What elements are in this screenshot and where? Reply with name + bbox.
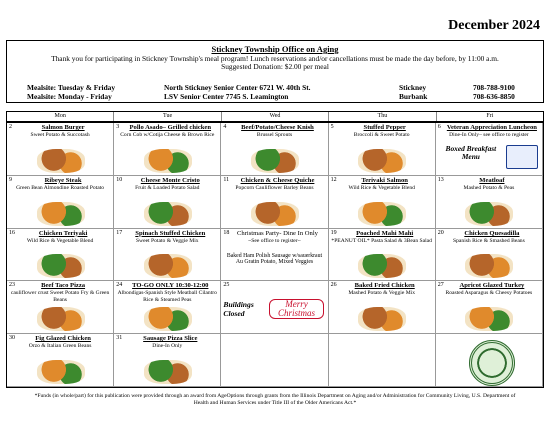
meal-title: Spinach Stuffed Chicken [135,229,206,237]
meal-sides: Mashed Potato & Peas [463,184,515,191]
meal-photo [144,202,192,226]
meal-sides: Sweet Potato & Succotash [30,132,90,138]
day-number: 18 [223,229,230,236]
day-cell [329,334,436,387]
breakfast-menu-icon [506,145,538,169]
meal-photo [37,202,85,226]
meal-title: Terivaki Salmon [361,176,408,184]
meal-photo [144,360,192,384]
site1-address: North Stickney Senior Center 6721 W. 40th St. [164,83,311,92]
day-number: 17 [116,229,123,236]
meal-photo [144,149,192,173]
meal-sides: Sweet Potato & Veggie Mix [135,237,199,244]
site2-phone: 708-636-8850 [473,92,515,101]
meal-sides: Broccoli & Sweet Potato [353,132,410,138]
meal-sides: Dine-In Only– see office to register [449,132,529,138]
meal-photo [144,254,192,278]
day-number: 24 [116,282,123,289]
weekday-header [6,111,544,122]
day-cell [114,123,221,176]
meal-title: Christmas Party- Dine In Only [237,229,318,237]
meal-photo [144,307,192,331]
meal-photo [251,149,299,173]
meal-title: Pollo Asado– Grilled chicken [129,124,212,131]
meal-sides: Fruit & Loaded Potato Salad [135,184,200,191]
meal-sides: ~See office to register~ [248,237,301,244]
meal-sides: Roasted Asparagus & Cheesy Potatoes [445,290,533,297]
meal-photo [358,202,406,226]
day-cell [114,176,221,229]
meal-photo [37,254,85,278]
day-cell [7,229,114,282]
day-number: 13 [437,176,444,183]
day-header: Wed [222,112,329,121]
meal-sides: Albondigas-Spanish Style Meatball Cilantro Rice & Steamed Peas [117,290,217,303]
meal-title: Cheese Monte Cristo [140,176,200,184]
menu-calendar [6,122,544,388]
day-number: 23 [9,282,15,289]
meal-sides: Brussel Sprouts [256,132,293,138]
meal-title: Chicken & Cheese Quiche [240,176,315,184]
meal-sides: Mashed Potato & Veggie Mix [348,290,416,297]
site1-town: Stickney [399,83,427,92]
meal-photo [358,307,406,331]
meal-extra: Baked Ham Polish Sausage w/sauerkraut Au Gratin Potato, Mixed Veggies [226,252,323,265]
day-number: 3 [116,124,120,130]
day-cell [114,229,221,282]
day-cell [436,334,543,387]
meal-photo [465,307,513,331]
meal-sides: Popcorn Cauliflower Barley Beans [235,184,314,191]
day-cell [329,281,436,334]
day-cell [7,123,114,176]
site1-days: Mealsite: Tuesday & Friday [27,83,116,92]
day-number: 4 [223,124,227,130]
meal-photo [251,202,299,226]
header-box [6,40,544,103]
month-title: December 2024 [448,18,540,33]
meal-title: Meatloaf [479,176,505,184]
day-header: Mon [7,112,114,121]
site2-address: LSV Senior Center 7745 S. Leamington [164,92,289,101]
day-cell [221,123,328,176]
day-number: 31 [116,335,123,342]
meal-sides: Wild Rice & Vegetable Blend [26,237,94,244]
day-cell [221,334,328,387]
meal-title: Chicken Quesadilla [464,229,520,237]
day-number: 27 [437,282,444,289]
day-header: Tue [114,112,221,121]
day-number: 25 [223,282,230,289]
meal-title: Baked Fried Chicken [354,282,415,290]
day-number: 5 [330,124,334,130]
day-cell [436,281,543,334]
day-cell [7,281,114,334]
thanks-line: Thank you for participating in Stickney Township's meal program! Lunch reservations and/or cancellations must be made the day before, by 11:00 a.m. [51,54,499,63]
office-title: Stickney Township Office on Aging [211,44,339,54]
meal-photo [465,254,513,278]
site2-town: Burbank [399,92,428,101]
meal-sides: cauliflower crust Sweet Potato Fry & Green Beans [10,290,110,303]
meal-sides: Wild Rice & Vegetable Blend [348,184,415,191]
meal-title: TO-GO ONLY 10:30-12:00 [132,282,209,290]
funding-note: *Funds (in whole/part) for this publication were provided through an award from AgeOptions through grants from the Illinois Department on Aging and/or Administration for Community Living, U.S. Department of Health and Human Services under Title III of the Older Americans Act.* [34,393,516,406]
day-number: 6 [437,124,441,130]
meal-title: Fig Glazed Chicken [35,335,91,343]
meal-title: Chicken Teriyaki [38,229,88,237]
meal-title: Poached Mahi Mahi [356,229,414,237]
meal-photo [37,149,85,173]
day-header: Thu [329,112,436,121]
day-cell [436,176,543,229]
day-cell [7,334,114,387]
meal-photo [465,202,513,226]
day-cell [7,176,114,229]
meal-title: Beef/Potato/Cheese Knish [241,124,314,131]
meal-title: Veteran Appreciation Luncheon [446,124,537,131]
thanks-text [11,55,539,71]
meal-photo [358,149,406,173]
day-number: 30 [9,335,15,342]
day-number: 16 [9,229,15,236]
day-cell [436,229,543,282]
day-cell [436,123,543,176]
meal-title: Beef Taco Pizza [41,282,86,290]
township-seal [469,340,515,386]
day-cell [221,229,328,282]
meal-title: Sausage Pizza Slice [143,335,198,343]
day-header: Fri [486,113,494,119]
meal-extra: Boxed Breakfast Menu [445,144,497,161]
site1-phone: 708-788-9100 [473,83,515,92]
meal-sides: Green Bean Almondine Roasted Potato [16,184,105,191]
meal-sides: *PEANUT OIL* Pasta Salad & 3Bean Salad [331,237,432,244]
day-number: 12 [330,176,337,183]
donation-line: Suggested Donation: $2.00 per meal [221,62,329,71]
site2-days: Mealsite: Monday - Friday [27,92,112,101]
meal-sides: Corn Cob w/Cotija Cheese & Brown Rice [120,132,215,138]
day-number: 20 [437,229,444,236]
meal-title: Ribeye Steak [44,176,82,184]
meal-title: Stuffed Pepper [363,124,406,131]
meal-sides: Dine-In Only [152,343,183,350]
meal-photo [358,254,406,278]
meal-title: Apricot Glazed Turkey [459,282,525,290]
meal-sides: Spanish Rice & Smashed Beans [453,237,525,244]
day-cell [329,229,436,282]
day-number: 2 [9,124,12,130]
meal-photo [37,307,85,331]
meal-title: Salmon Burger [41,124,85,131]
meal-extra: Merry Christmas [269,299,323,319]
day-cell [221,176,328,229]
day-cell [329,176,436,229]
day-cell [114,281,221,334]
meal-title: Buildings Closed [223,300,254,318]
day-cell [329,123,436,176]
meal-sides: Orzo & Italian Green Beans [28,343,92,350]
day-number: 9 [9,176,12,183]
day-cell [114,334,221,387]
day-number: 26 [330,282,337,289]
day-cell [221,281,328,334]
day-number: 19 [330,229,337,236]
day-number: 10 [116,176,123,183]
meal-photo [37,360,85,384]
day-number: 11 [223,176,230,183]
